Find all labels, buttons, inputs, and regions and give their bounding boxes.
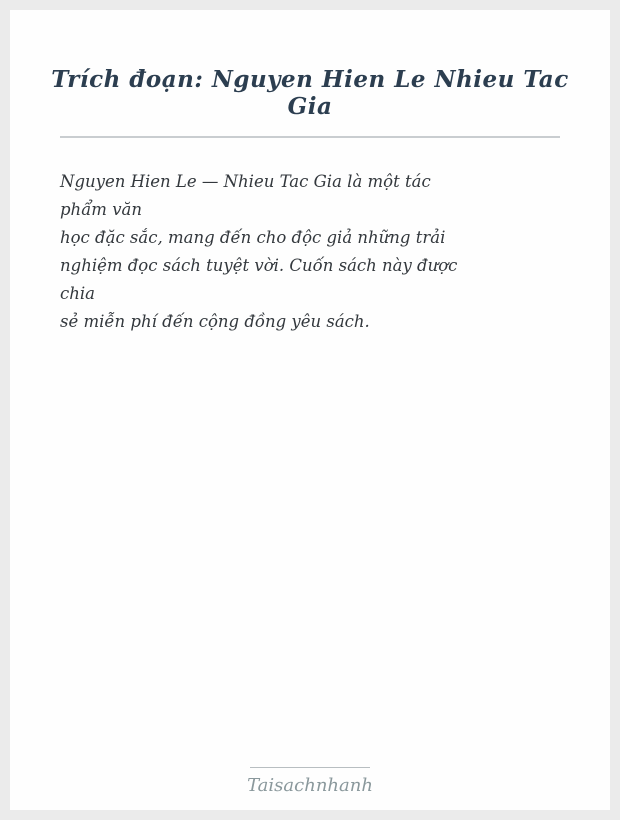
- body-line: nghiệm đọc sách tuyệt vời. Cuốn sách này được: [60, 256, 458, 275]
- body-line: sẻ miễn phí đến cộng đồng yêu sách.: [60, 312, 370, 331]
- document-sheet: [10, 10, 610, 810]
- page-footer: [10, 767, 610, 796]
- footer-divider: [250, 767, 370, 768]
- body-line: học đặc sắc, mang đến cho độc giả những trải: [60, 228, 446, 247]
- document-title: Trích đoạn: Nguyen Hien Le Nhieu Tac Gia: [51, 66, 569, 120]
- body-line: chia: [60, 284, 95, 303]
- excerpt-paragraph: [60, 168, 458, 336]
- body-line: phẩm văn: [60, 200, 142, 219]
- footer-brand: Taisachnhanh: [247, 775, 373, 796]
- title-divider: [60, 136, 560, 138]
- body-line: Nguyen Hien Le — Nhieu Tac Gia là một tác: [60, 172, 431, 191]
